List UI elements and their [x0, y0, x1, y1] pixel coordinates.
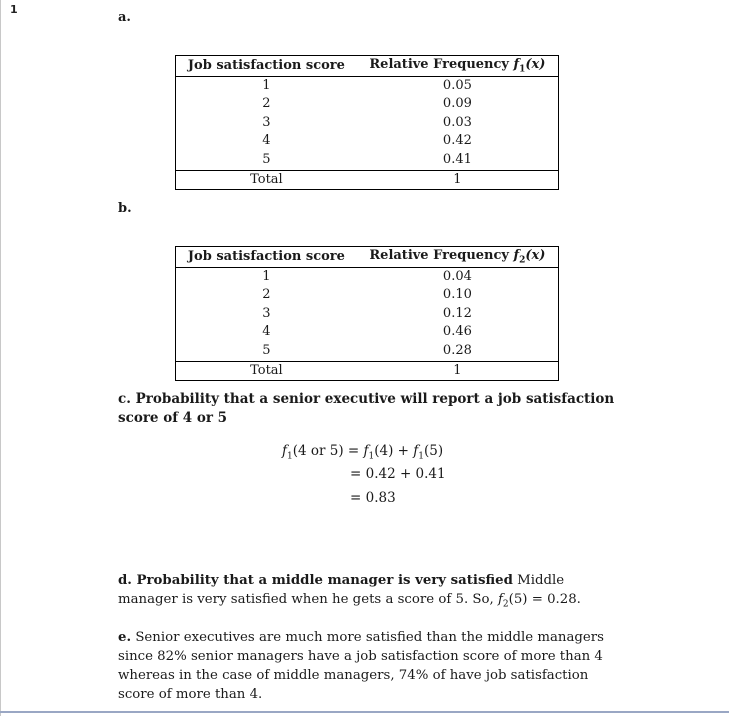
part-d-paragraph: d. Probability that a middle manager is very satisfied Middle manager is very satisfied when he gets a score of 5. So, $f_2(5) = 0.28$. — [118, 573, 581, 610]
frequency-cell: 0.10 — [442, 287, 472, 303]
table-row — [176, 323, 559, 342]
bottom-border — [0, 711, 729, 713]
table-a-header-frequency: Relative Frequency $f_1(x)$ — [357, 56, 559, 77]
table-row — [176, 114, 559, 133]
table-a — [175, 55, 559, 190]
part-a-label: a. — [118, 10, 131, 25]
frequency-cell: 0.46 — [442, 324, 472, 340]
score-cell: 5 — [262, 151, 271, 167]
equation-line-3: = 0.83 — [350, 490, 396, 506]
part-e-paragraph — [118, 628, 618, 704]
total-row — [176, 170, 559, 189]
score-cell: 3 — [262, 305, 271, 321]
frequency-cell: 0.12 — [442, 305, 472, 321]
frequency-cell: 0.42 — [442, 133, 472, 149]
score-cell: 4 — [262, 133, 271, 149]
page-number: 1 — [10, 3, 18, 16]
total-label: Total — [176, 170, 357, 189]
table-a-header-score: Job satisfaction score — [176, 56, 357, 77]
total-row — [176, 361, 559, 380]
table-row — [176, 342, 559, 361]
equation-line-1: $f_1(4$ or $5) = f_1(4) + f_1(5)$ — [282, 443, 444, 462]
frequency-cell: 0.28 — [442, 342, 472, 358]
part-d-heading: d. Probability that a middle manager is very satisfied — [118, 573, 513, 588]
total-value: 1 — [357, 361, 559, 380]
table-row — [176, 286, 559, 305]
part-e-text: Senior executives are much more satisfied than the middle managers since 82% senior managers have a job satisfaction score of more than 4 whereas in the case of middle managers, 74% of have job satisfaction score of more than 4. — [118, 630, 604, 702]
table-row — [176, 267, 559, 286]
score-cell: 2 — [262, 287, 271, 303]
part-d-text: Middle manager is very satisfied when he gets a score of 5. So, — [118, 573, 565, 607]
left-border — [0, 0, 1, 716]
score-cell: 1 — [262, 77, 271, 93]
part-b-label: b. — [118, 201, 132, 216]
part-d-result: (5) = 0.28. — [508, 592, 581, 607]
score-cell: 2 — [262, 96, 271, 112]
frequency-cell: 0.09 — [442, 96, 472, 112]
frequency-cell: 0.03 — [442, 114, 472, 130]
total-value: 1 — [357, 170, 559, 189]
table-b-header-frequency: Relative Frequency $f_2(x)$ — [357, 247, 559, 268]
equation-line-2: = 0.42 + 0.41 — [350, 466, 446, 482]
frequency-cell: 0.05 — [442, 77, 472, 93]
table-row — [176, 132, 559, 151]
table-b-header-score: Job satisfaction score — [176, 247, 357, 268]
table-row — [176, 305, 559, 324]
frequency-cell: 0.04 — [442, 268, 472, 284]
table-row — [176, 76, 559, 95]
table-row — [176, 151, 559, 170]
part-e-label: e. — [118, 630, 132, 645]
total-label: Total — [176, 361, 357, 380]
table-b — [175, 246, 559, 381]
score-cell: 5 — [262, 342, 271, 358]
score-cell: 1 — [262, 268, 271, 284]
score-cell: 3 — [262, 114, 271, 130]
frequency-cell: 0.41 — [442, 151, 472, 167]
table-row — [176, 95, 559, 114]
score-cell: 4 — [262, 324, 271, 340]
part-c-heading: c. Probability that a senior executive will report a job satisfaction score of 4 or 5 — [118, 391, 615, 426]
